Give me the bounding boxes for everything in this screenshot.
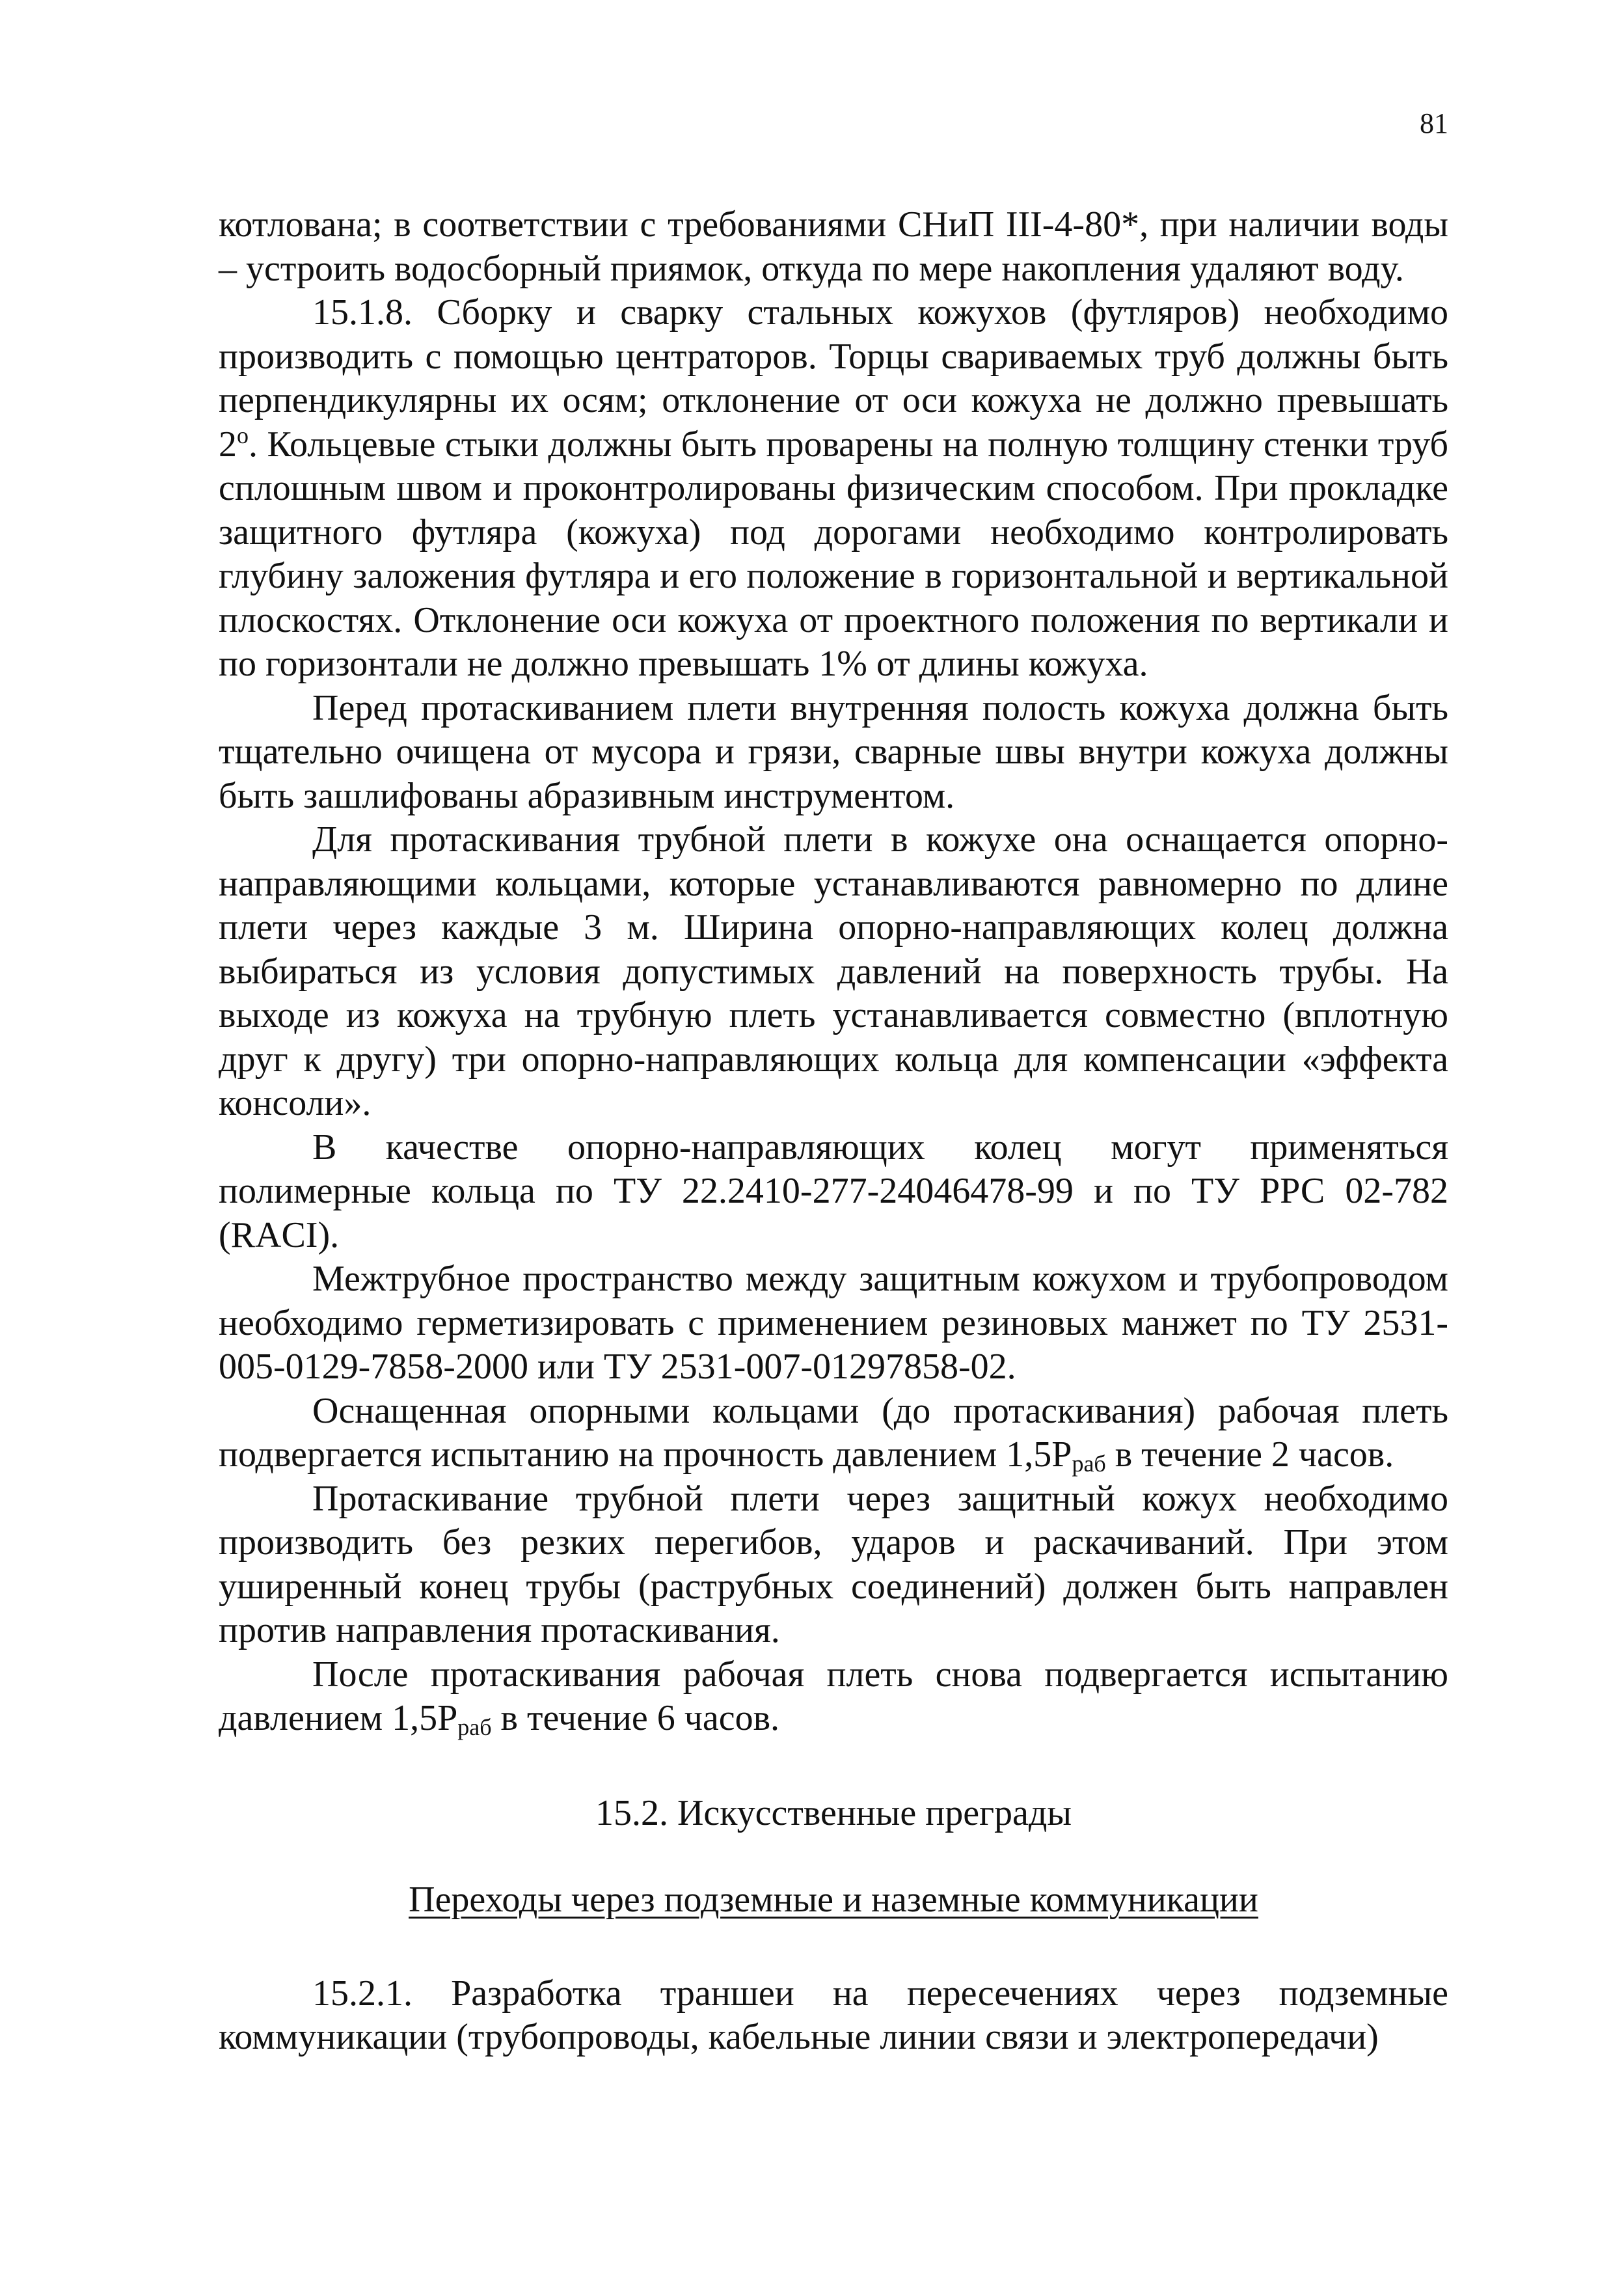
page-number: 81: [1420, 107, 1448, 139]
subscript-rab: раб: [457, 1714, 492, 1740]
subsection-heading: Переходы через подземные и наземные коммуникации: [409, 1880, 1258, 1920]
paragraph-strength-test-text-b: в течение 2 часов.: [1105, 1434, 1394, 1475]
section-heading: 15.2. Искусственные преграды: [595, 1792, 1072, 1833]
paragraph-15-2-1: 15.2.1. Разработка траншеи на пересечениях через подземные коммуникации (трубопроводы, кабельные линии связи и электропередачи): [219, 1973, 1448, 2057]
paragraph-guide-rings: Для протаскивания трубной плети в кожухе она оснащается опорно-направляющими кольцами, которые устанавливаются равномерно по длине плети через каждые 3 м. Ширина опорно-направляющих колец должна выбираться из условия допустимых давлений на поверхность трубы. На выходе из кожуха на трубную плеть устанавливается совместно (вплотную друг к другу) три опорно-направляющих кольца для компенсации «эффекта консоли».: [219, 819, 1448, 1123]
paragraph-strength-test-text-a: Оснащенная опорными кольцами (до протаскивания) рабочая плеть подвергается испытанию на прочность давлением 1,5P: [219, 1390, 1448, 1475]
paragraph-retest-text-b: в течение 6 часов.: [491, 1698, 780, 1738]
paragraph-annulus-sealing: Межтрубное пространство между защитным кожухом и трубопроводом необходимо герметизировать с применением резиновых манжет по ТУ 2531-005-0129-7858-2000 или ТУ 2531-007-01297858-02.: [219, 1259, 1448, 1387]
paragraph-pulling: Протаскивание трубной плети через защитный кожух необходимо производить без резких перегибов, ударов и раскачиваний. При этом уширенный конец трубы (раструбных соединений) должен быть направлен против направления протаскивания.: [219, 1478, 1448, 1650]
subscript-rab: раб: [1072, 1451, 1106, 1477]
paragraph-polymer-rings: В качестве опорно-направляющих колец могут применяться полимерные кольца по ТУ 22.2410-277-24046478-99 и по ТУ РРС 02-782 (RACI).: [219, 1127, 1448, 1255]
document-body: [219, 203, 1448, 2060]
paragraph-retest-text-a: После протаскивания рабочая плеть снова подвергается испытанию давлением 1,5P: [219, 1654, 1448, 1738]
paragraph-15-1-8-text-b: . Кольцевые стыки должны быть проварены на полную толщину стенки труб сплошным швом и проконтролированы физическим способом. При прокладке защитного футляра (кожуха) под дорогами необходимо контролировать глубину заложения футляра и его положение в горизонтальной и вертикальной плоскостях. Отклонение оси кожуха от проектного положения по вертикали и по горизонтали не должно превышать 1% от длины кожуха.: [219, 424, 1448, 684]
paragraph-cleaning: Перед протаскиванием плети внутренняя полость кожуха должна быть тщательно очищена от мусора и грязи, сварные швы внутри кожуха должны быть зашлифованы абразивным инструментом.: [219, 687, 1448, 816]
paragraph-15-1-8: [219, 291, 1448, 687]
paragraph-continuation: котлована; в соответствии с требованиями СНиП III-4-80*, при наличии воды – устроить водосборный приямок, откуда по мере накопления удаляют воду.: [219, 204, 1448, 289]
paragraph-strength-test: [219, 1389, 1448, 1477]
paragraph-15-1-8-text-a: 15.1.8. Сборку и сварку стальных кожухов (футляров) необходимо производить с помощью центраторов. Торцы свариваемых труб должны быть перпендикулярны их осям; отклонение от оси кожуха не должно превышать 2: [219, 292, 1448, 465]
paragraph-retest: [219, 1653, 1448, 1741]
degree-mark: о: [237, 422, 249, 448]
